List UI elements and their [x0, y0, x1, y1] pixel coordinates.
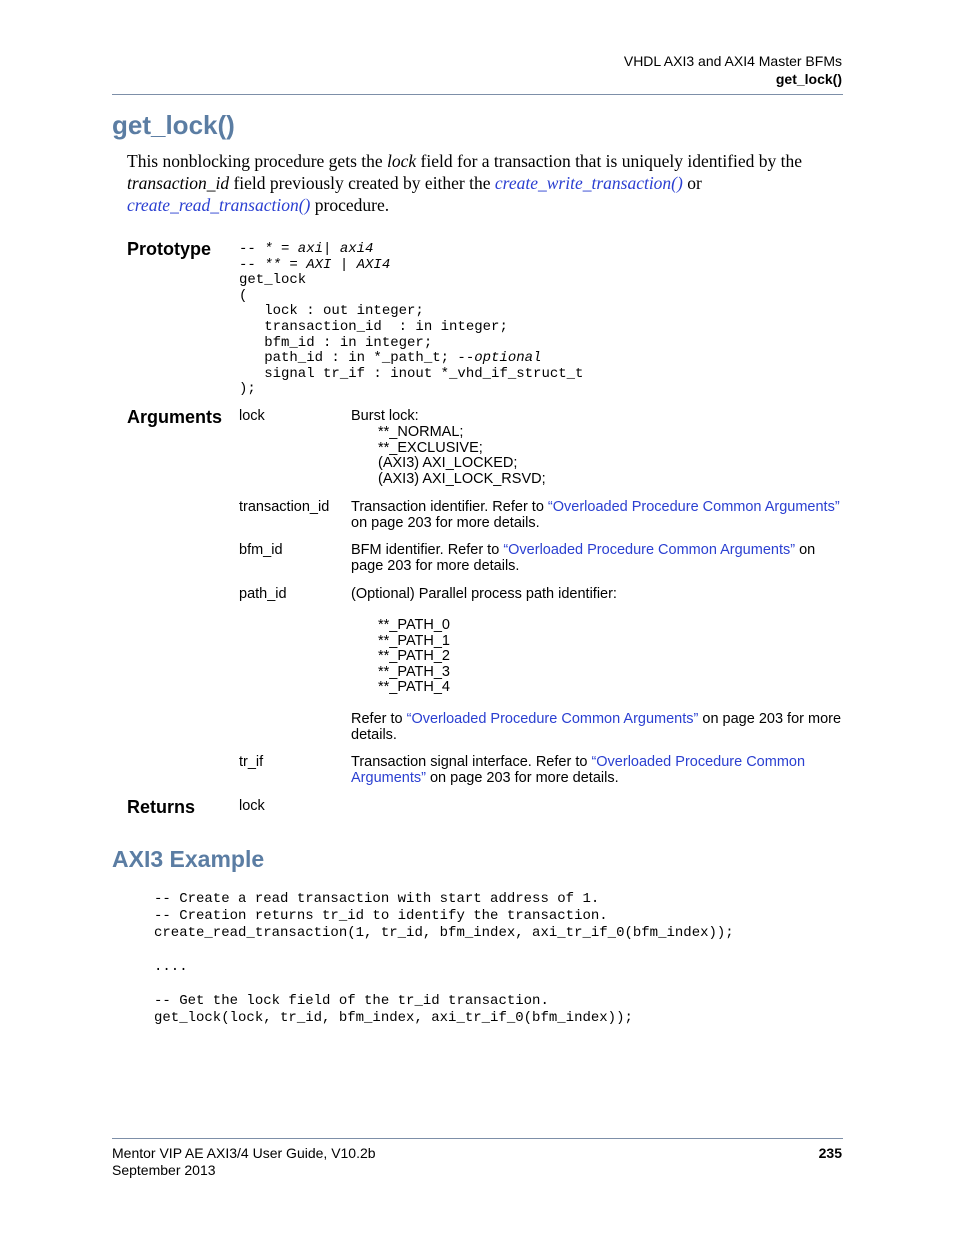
intro-text: field previously created by either the: [229, 173, 495, 193]
create-write-transaction-link[interactable]: create_write_transaction(): [494, 173, 683, 193]
code-comment: -- Create a read transaction with start address of 1.: [154, 891, 600, 907]
arg-text: on page 203 for more details.: [351, 711, 842, 743]
code-line: create_read_transaction(1, tr_id, bfm_index, axi_tr_if_0(bfm_index));: [154, 925, 734, 941]
footer-rule: [112, 1138, 843, 1139]
arg-desc-bfm-id: [351, 543, 843, 574]
create-read-transaction-link[interactable]: create_read_transaction(): [127, 195, 311, 215]
common-arguments-link[interactable]: “Overloaded Procedure Common Arguments”: [406, 711, 699, 727]
code-comment: -- ** = AXI | AXI4: [239, 256, 391, 273]
common-arguments-link[interactable]: “Overloaded Procedure Common Arguments”: [547, 499, 840, 515]
intro-text: This nonblocking procedure gets the: [127, 151, 388, 171]
code-line: bfm_id : in integer;: [239, 334, 433, 351]
page-title: get_lock(): [112, 110, 235, 140]
returns-value: lock: [239, 798, 265, 814]
intro-paragraph: [127, 150, 843, 216]
running-header-title: VHDL AXI3 and AXI4 Master BFMs: [623, 53, 842, 69]
header-rule: [112, 94, 843, 95]
code-line: (: [239, 287, 248, 304]
list-item: (AXI3) AXI_LOCKED;: [378, 455, 518, 471]
arg-desc-path-id: (Optional) Parallel process path identifier:: [351, 586, 617, 602]
intro-text: field for a transaction that is uniquely identified by the: [416, 151, 803, 171]
returns-label: Returns: [127, 797, 196, 817]
prototype-label: Prototype: [127, 239, 212, 259]
intro-text: procedure.: [310, 195, 390, 215]
common-arguments-link[interactable]: “Overloaded Procedure Common Arguments”: [503, 542, 796, 558]
arg-desc-lock: Burst lock:: [351, 408, 419, 424]
arg-text: on page 203 for more details.: [351, 514, 540, 531]
arg-text: Transaction identifier. Refer to: [351, 499, 548, 515]
code-line: transaction_id : in integer;: [239, 318, 508, 335]
footer-info: [112, 1145, 376, 1179]
code-comment: -- Get the lock field of the tr_id transaction.: [154, 993, 549, 1009]
arg-desc-tr-if: [351, 755, 843, 786]
arg-name-path-id: path_id: [239, 586, 287, 602]
arg-text: Transaction signal interface. Refer to: [351, 754, 592, 770]
code-line: );: [239, 381, 256, 398]
arg-name-tr-if: tr_if: [239, 754, 264, 770]
prototype-code: [239, 242, 583, 398]
running-header-subtitle: get_lock(): [775, 71, 842, 87]
arguments-label: Arguments: [127, 407, 223, 427]
list-item: **_PATH_4: [378, 679, 450, 695]
arg-name-transaction-id: transaction_id: [239, 499, 330, 515]
example-code: [154, 891, 734, 1027]
footer-date: September 2013: [112, 1162, 216, 1178]
code-comment: -- Creation returns tr_id to identify the transaction.: [154, 908, 608, 924]
arg-desc-transaction-id: [351, 500, 843, 531]
arg-path-values: [378, 618, 450, 696]
list-item: **_EXCLUSIVE;: [378, 439, 483, 456]
code-line: signal tr_if : inout *_vhd_if_struct_t: [239, 365, 584, 382]
arg-text: Refer to: [351, 711, 407, 727]
code-line: lock : out integer;: [239, 303, 424, 320]
list-item: **_PATH_1: [378, 632, 450, 649]
code-comment: optional: [474, 350, 542, 367]
code-line: get_lock: [239, 272, 307, 289]
code-line: get_lock(lock, tr_id, bfm_index, axi_tr_if_0(bfm_index));: [154, 1010, 633, 1026]
arg-desc-path-id-ref: [351, 712, 843, 743]
intro-transaction-id-term: transaction_id: [127, 173, 230, 193]
intro-text: or: [682, 173, 702, 193]
example-heading: AXI3 Example: [112, 846, 265, 872]
list-item: **_PATH_3: [378, 663, 450, 680]
arg-name-lock: lock: [239, 408, 265, 424]
common-arguments-link[interactable]: “Overloaded Procedure Common Arguments”: [351, 754, 806, 786]
arg-lock-values: [378, 425, 546, 487]
arg-text: on page 203 for more details.: [351, 542, 816, 574]
arg-text: BFM identifier. Refer to: [351, 542, 504, 558]
arg-name-bfm-id: bfm_id: [239, 542, 283, 558]
code-line: ....: [154, 959, 188, 975]
list-item: (AXI3) AXI_LOCK_RSVD;: [378, 470, 546, 487]
list-item: **_PATH_2: [378, 648, 450, 664]
footer-guide-title: Mentor VIP AE AXI3/4 User Guide, V10.2b: [112, 1145, 376, 1161]
code-line: path_id : in *_path_t; --: [239, 350, 475, 367]
code-comment: -- * = axi| axi4: [239, 241, 374, 257]
list-item: **_PATH_0: [378, 617, 450, 633]
list-item: **_NORMAL;: [378, 424, 464, 440]
arg-text: on page 203 for more details.: [425, 769, 619, 786]
page-number: 235: [818, 1145, 842, 1161]
intro-lock-term: lock: [387, 151, 417, 171]
